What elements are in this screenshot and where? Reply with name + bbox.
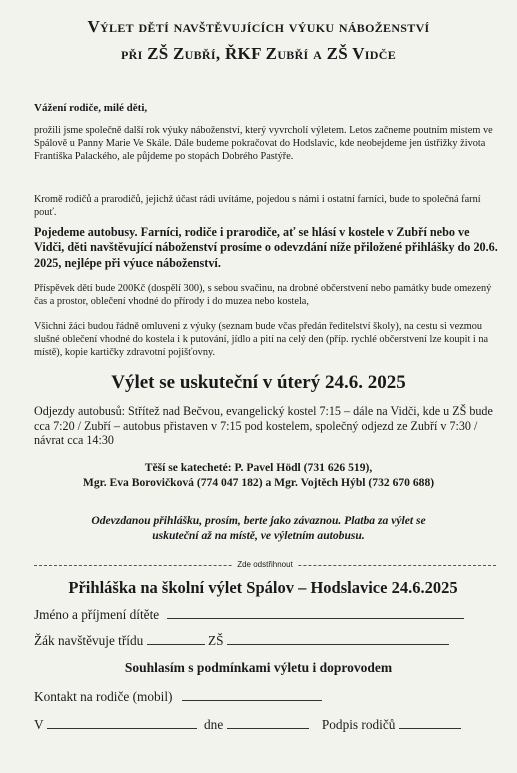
consent-statement: Souhlasím s podmínkami výletu i doprovodem xyxy=(124,660,393,675)
catechists-line-1: Těší se katecheté: P. Pavel Hödl (731 626 519), xyxy=(144,461,373,474)
greeting: Vážení rodiče, milé děti, xyxy=(34,102,148,114)
school-label: ZŠ xyxy=(207,633,224,648)
form-title: Přihláška na školní výlet Spálov – Hodslavice 24.6.2025 xyxy=(68,578,458,597)
place-label: V xyxy=(34,717,44,732)
binding-note-line-1: Odevzdanou přihlášku, prosím, berte jako závaznou. Platba za výlet se xyxy=(91,514,426,527)
child-name-field[interactable] xyxy=(167,606,464,619)
child-name-label: Jméno a příjmení dítěte xyxy=(34,607,160,622)
paragraph-intro: prožili jsme společně další rok výuky náboženství, který vyvrcholí výletem. Letos začneme poutním mistem ve Spálově u Panny Marie Ve Skále. Dále budeme pokračovat do Hodslavic, kde neobejdeme jen ústřižky života Františka Palackého, ale půjdeme po stopách Dobrého Pastýře. xyxy=(34,125,493,163)
date-field[interactable] xyxy=(227,716,309,729)
catechists-block xyxy=(20,460,497,490)
contact-field[interactable] xyxy=(182,688,322,701)
child-name-row xyxy=(34,606,464,623)
signature-field[interactable] xyxy=(399,716,461,729)
title-line-1: Výlet dětí navštěvujících výuku náboženství xyxy=(87,17,430,36)
signature-label: Podpis rodičů xyxy=(321,717,396,732)
paragraph-excuse: Všichni žáci budou řádně omluveni z výuky (seznam bude včas předán ředitelství školy), na cestu si vezmou slušné oblečení vhodné do kostela i k putování, jídlo a pití na celý den (příp. rychlé občerstvení lze koupit i na místě), kopie kartičky zdravotní pojišťovny. xyxy=(34,321,489,359)
cut-line xyxy=(34,560,496,570)
class-row xyxy=(34,632,449,649)
date-label: dne xyxy=(204,717,224,732)
signature-row xyxy=(34,716,461,733)
paragraph-parents: Kromě rodičů a prarodičů, jejichž účast rádi uvítáme, pojedou s námi i ostatní farníci, bude to společná farní pouť. xyxy=(34,194,481,219)
paragraph-fee: Příspěvek dětí bude 200Kč (dospělí 300), s sebou svačinu, na drobné občerstvení nebo památky bude omezený čas a prostor, oblečení vhodné do přírody i do muzea nebo kostela, xyxy=(34,283,492,308)
paragraph-buses: Pojedeme autobusy. Farníci, rodiče i prarodiče, ať se hlásí v kostele v Zubří nebo ve Vidči, děti navštěvující náboženství prosíme o odevzdání níže přiložené přihlášky do 20.6. 2025, nejlépe při výuce náboženství. xyxy=(34,225,498,270)
place-field[interactable] xyxy=(47,716,197,729)
trip-date-heading: Výlet se uskuteční v úterý 24.6. 2025 xyxy=(111,372,406,393)
title-line-2: při ZŠ Zubří, ŘKF Zubří a ZŠ Vidče xyxy=(120,44,397,63)
contact-label: Kontakt na rodiče (mobil) xyxy=(34,689,173,704)
binding-note xyxy=(20,513,497,543)
binding-note-line-2: uskuteční až na místě, ve výletním autobusu. xyxy=(152,529,365,542)
class-label: Žák navštěvuje třídu xyxy=(34,633,144,648)
contact-row xyxy=(34,688,322,705)
class-field[interactable] xyxy=(147,632,205,645)
catechists-line-2: Mgr. Eva Borovičková (774 047 182) a Mgr. Vojtěch Hýbl (732 670 688) xyxy=(82,476,435,489)
school-field[interactable] xyxy=(227,632,449,645)
paragraph-departures: Odjezdy autobusů: Střítež nad Bečvou, evangelický kostel 7:15 – dále na Vidči, kde u ZŠ bude cca 7:20 / Zubří – autobus přistaven v 7:15 pod kostelem, společný odjezd ze Zubří v 7:30 / návrat cca 14:30 xyxy=(34,404,493,448)
cut-label: Zde odstřihnout xyxy=(233,560,297,570)
